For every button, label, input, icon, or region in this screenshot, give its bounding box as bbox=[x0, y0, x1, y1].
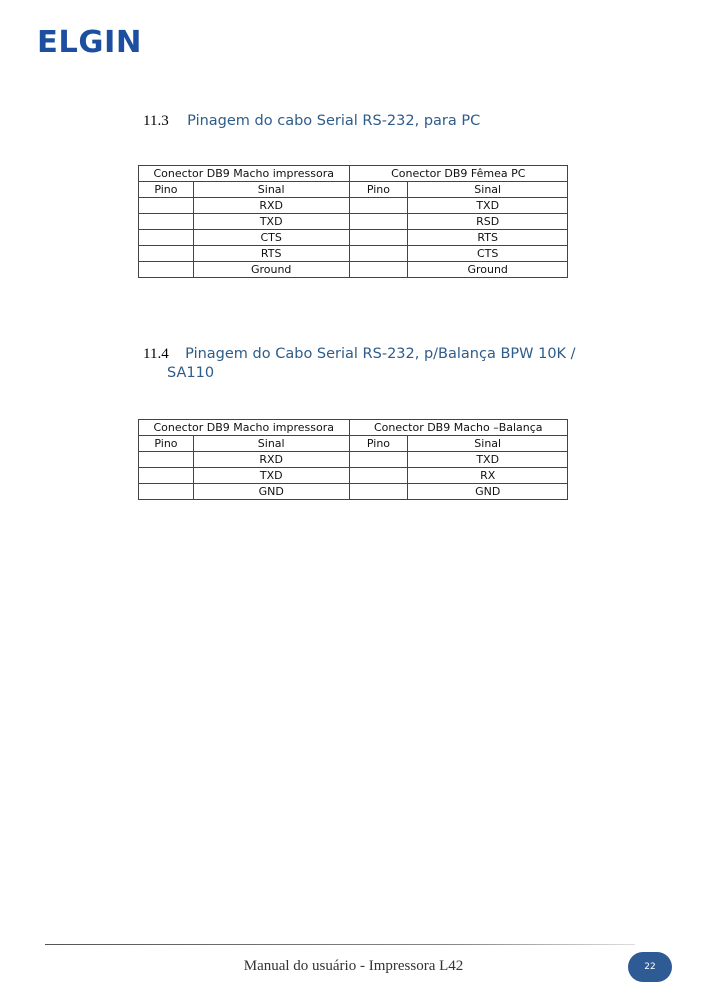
cell-left-pino bbox=[139, 484, 194, 500]
group-header-right: Conector DB9 Fêmea PC bbox=[349, 166, 568, 182]
column-header-pino: Pino bbox=[139, 182, 194, 198]
table-row bbox=[139, 468, 568, 484]
pinout-table-scale bbox=[138, 419, 568, 500]
cell-right-sinal: GND bbox=[408, 484, 568, 500]
section-title: Pinagem do cabo Serial RS-232, para PC bbox=[187, 113, 481, 129]
section-number: 11.4 bbox=[143, 346, 169, 362]
column-header-sinal: Sinal bbox=[408, 436, 568, 452]
column-header-sinal: Sinal bbox=[408, 182, 568, 198]
table-row bbox=[139, 484, 568, 500]
group-header-left: Conector DB9 Macho impressora bbox=[139, 166, 350, 182]
table-row bbox=[139, 198, 568, 214]
table-row bbox=[139, 246, 568, 262]
cell-left-sinal: RTS bbox=[193, 246, 349, 262]
cell-left-sinal: GND bbox=[193, 484, 349, 500]
group-header-right: Conector DB9 Macho –Balança bbox=[349, 420, 567, 436]
cell-left-pino bbox=[139, 230, 194, 246]
cell-left-sinal: RXD bbox=[193, 198, 349, 214]
column-header-pino: Pino bbox=[139, 436, 194, 452]
column-header-pino: Pino bbox=[349, 182, 408, 198]
cell-left-pino bbox=[139, 468, 194, 484]
column-header-pino: Pino bbox=[349, 436, 408, 452]
table-group-header-row bbox=[139, 420, 568, 436]
cell-left-pino bbox=[139, 452, 194, 468]
cell-right-sinal: Ground bbox=[408, 262, 568, 278]
footer-divider bbox=[45, 944, 635, 945]
group-header-left: Conector DB9 Macho impressora bbox=[139, 420, 350, 436]
cell-left-pino bbox=[139, 214, 194, 230]
cell-left-pino bbox=[139, 198, 194, 214]
cell-right-pino bbox=[349, 484, 408, 500]
table-row bbox=[139, 230, 568, 246]
cell-left-sinal: TXD bbox=[193, 214, 349, 230]
pinout-table-pc bbox=[138, 165, 568, 278]
page-number-badge: 22 bbox=[628, 952, 672, 982]
footer-title: Manual do usuário - Impressora L42 bbox=[243, 958, 464, 974]
table-column-header-row bbox=[139, 182, 568, 198]
section-number: 11.3 bbox=[143, 113, 169, 129]
section-heading-11-3 bbox=[143, 112, 480, 130]
elgin-logo: ELGIN bbox=[36, 25, 143, 60]
cell-right-pino bbox=[349, 214, 408, 230]
column-header-sinal: Sinal bbox=[193, 182, 349, 198]
cell-left-sinal: CTS bbox=[193, 230, 349, 246]
cell-right-pino bbox=[349, 468, 408, 484]
table-row bbox=[139, 214, 568, 230]
cell-left-pino bbox=[139, 262, 194, 278]
table-row bbox=[139, 262, 568, 278]
column-header-sinal: Sinal bbox=[193, 436, 349, 452]
cell-right-sinal: RTS bbox=[408, 230, 568, 246]
table-group-header-row bbox=[139, 166, 568, 182]
cell-right-pino bbox=[349, 452, 408, 468]
table-row bbox=[139, 452, 568, 468]
cell-right-pino bbox=[349, 230, 408, 246]
cell-left-sinal: Ground bbox=[193, 262, 349, 278]
section-title-line2: SA110 bbox=[167, 365, 215, 381]
section-heading-11-4 bbox=[143, 345, 603, 382]
cell-right-pino bbox=[349, 246, 408, 262]
cell-right-pino bbox=[349, 198, 408, 214]
cell-right-sinal: RSD bbox=[408, 214, 568, 230]
cell-right-sinal: CTS bbox=[408, 246, 568, 262]
section-title-line1: Pinagem do Cabo Serial RS-232, p/Balança BPW 10K / bbox=[185, 346, 576, 362]
cell-left-sinal: TXD bbox=[193, 468, 349, 484]
cell-left-sinal: RXD bbox=[193, 452, 349, 468]
cell-right-sinal: TXD bbox=[408, 452, 568, 468]
cell-right-sinal: TXD bbox=[408, 198, 568, 214]
table-column-header-row bbox=[139, 436, 568, 452]
cell-right-sinal: RX bbox=[408, 468, 568, 484]
cell-right-pino bbox=[349, 262, 408, 278]
cell-left-pino bbox=[139, 246, 194, 262]
